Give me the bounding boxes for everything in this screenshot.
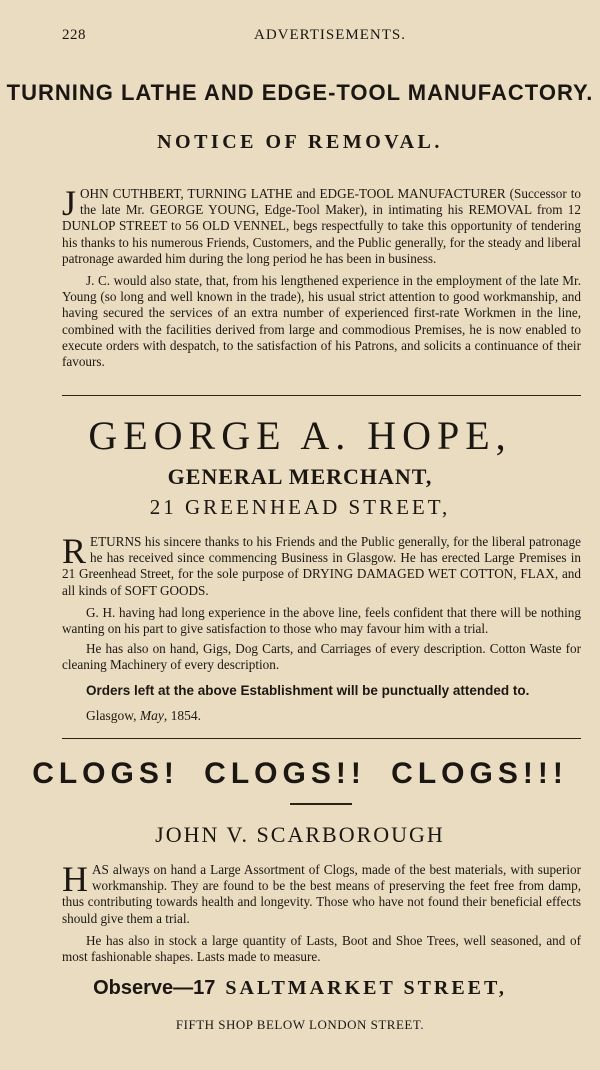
ad2-name: GEORGE A. HOPE, (88, 413, 512, 458)
ad1-body (62, 183, 581, 370)
ad2-paragraph-1: ETURNS his sincere thanks to his Friends and the Public generally, for the liberal patronage he has received since commencing Business in Glasgow. He has erected Large Premises in 21 Greenhead Street, for the sole purpose of DRYING DAMAGED WET COTTON, FLAX, and all kinds of SOFT GOODS. (62, 534, 581, 598)
ad2-role: GENERAL MERCHANT, (167, 464, 433, 489)
ad1-subheading: NOTICE OF REMOVAL. (157, 131, 443, 153)
ad2-paragraph-2: G. H. having had long experience in the above line, feels confident that there will be nothing wanting on his part to give satisfaction to those who may favour him with a trial. (62, 604, 581, 637)
ad3-street: SALTMARKET STREET, (225, 977, 507, 999)
ad1-paragraph-1: OHN CUTHBERT, TURNING LATHE and EDGE-TOOL MANUFACTURER (Successor to the late Mr. GEORGE YOUNG, Edge-Tool Maker), in intimating his REMOVAL from 12 DUNLOP STREET to 56 OLD VENNEL, begs respectfully to take this opportunity of tendering his thanks to his numerous Friends, Customers, and the Public generally, for the steady and liberal patronage awarded him during the long period he has been in business. (62, 186, 581, 266)
ad3-observe: Observe—17 (93, 977, 216, 999)
ad2-address: 21 GREENHEAD STREET, (149, 495, 451, 519)
ad3-paragraph-1: AS always on hand a Large Assortment of Clogs, made of the best materials, with superior workmanship. They are found to be the best means of preserving the feet free from damp, thus contributing towards health and longevity. Those who have not found their beneficial effects should give them a trial. (62, 862, 581, 926)
short-rule (290, 803, 352, 805)
ad3-paragraph-2: He has also in stock a large quantity of Lasts, Boot and Shoe Trees, well seasoned, and of most fashionable shapes. Lasts made to measure. (62, 932, 581, 965)
ad2-month: May (139, 708, 164, 723)
running-title: ADVERTISEMENTS. (254, 27, 407, 43)
ad2-year: , 1854. (163, 708, 201, 723)
ad1-paragraph-2: J. C. would also state, that, from his lengthened experience in the employment of the late Mr. Young (so long and well known in the trade), his usual strict attention to good workmanship, and having secured the services of an extra number of experienced first-rate Workmen in the line, combined with the facilities derived from large and commodious Premises, he is now enabled to execute orders with despatch, to the satisfaction of his Patrons, and solicits a continuance of their favours. (62, 273, 581, 370)
ad2-orders: Orders left at the above Establishment will be punctually attended to. (86, 683, 530, 698)
ad3-observe-line (0, 977, 600, 1000)
ad3-name: JOHN V. SCARBOROUGH (155, 822, 445, 847)
divider-1 (62, 395, 581, 396)
divider-2 (62, 738, 581, 739)
ad3-heading: CLOGS! CLOGS!! CLOGS!!! (32, 757, 568, 790)
ad1-heading: TURNING LATHE AND EDGE-TOOL MANUFACTORY. (6, 80, 594, 105)
ad3-dropcap: H (62, 859, 88, 899)
page-number: 228 (62, 27, 86, 43)
ad2-paragraph-3: He has also on hand, Gigs, Dog Carts, and Carriages of every description. Cotton Waste for cleaning Machinery of every description. (62, 641, 581, 673)
ad2-place: Glasgow, (86, 708, 137, 723)
ad2-body (62, 531, 581, 674)
ad3-body (62, 859, 581, 965)
ad2-date (86, 708, 201, 724)
ad2-dropcap: R (62, 531, 87, 571)
ad1-dropcap: J (62, 183, 77, 223)
ad3-footer: FIFTH SHOP BELOW LONDON STREET. (175, 1017, 425, 1032)
